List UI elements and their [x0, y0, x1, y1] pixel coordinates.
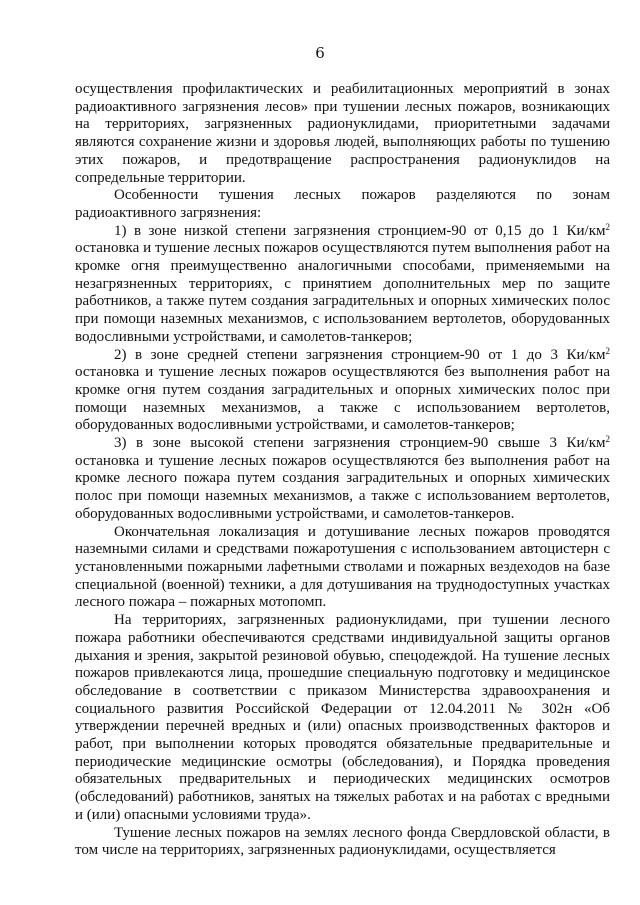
page-number: 6 [315, 44, 325, 62]
zone-medium-text-a: 2) в зоне средней степени загрязнения стронцием-90 от 1 до 3 Ки/км [114, 346, 606, 363]
superscript-2: 2 [605, 221, 610, 232]
zone-medium-text-b: остановка и тушение лесных пожаров осуществляются без выполнения работ на кромке огня путем создания заградительных и опорных химических полос при помощи наземных механизмов, а также с использованием вертолетов, оборудованных водосливными устройствами, и самолетов-танкеров; [75, 364, 610, 434]
document-body [75, 81, 610, 860]
superscript-2: 2 [605, 434, 610, 445]
zone-low-text-a: 1) в зоне низкой степени загрязнения стронцием-90 от 0,15 до 1 Ки/км [114, 222, 606, 239]
paragraph-sverdlovsk: Тушение лесных пожаров на землях лесного фонда Свердловской области, в том числе на территориях, загрязненных радионуклидами, осуществляется [75, 824, 610, 859]
paragraph-features-intro: Особенности тушения лесных пожаров разделяются по зонам радиоактивного загрязнения: [75, 187, 610, 221]
paragraph-zone-medium [75, 347, 610, 436]
superscript-2: 2 [605, 345, 610, 356]
zone-low-text-b: остановка и тушение лесных пожаров осуществляются путем выполнения работ на кромке огня преимущественно аналогичными способами, применяемыми на незагрязненных территориях, с принятием дополнительных мер по защите работников, а также путем создания заградительных и опорных химических полос при помощи наземных механизмов, с использованием вертолетов, оборудованных водосливными устройствами, и самолетов-танкеров; [75, 240, 610, 345]
paragraph-zone-high [75, 435, 610, 524]
paragraph-zone-low [75, 223, 610, 347]
zone-high-text-b: остановка и тушение лесных пожаров осуществляются без выполнения работ на кромке лесного пожара путем создания заградительных и опорных химических полос при помощи наземных механизмов, а также с использованием вертолетов, оборудованных водосливными устройствами, и самолетов-танкеров. [75, 452, 610, 522]
paragraph-worker-protection: На территориях, загрязненных радионуклидами, при тушении лесного пожара работники обеспечиваются средствами индивидуальной защиты органов дыхания и зрения, закрытой резиновой обувью, спецодеждой. На тушение лесных пожаров привлекаются лица, прошедшие специальную подготовку и медицинское обследование в соответствии с приказом Министерства здравоохранения и социального развития Российской Федерации от 12.04.2011 № 302н «Об утверждении перечней вредных и (или) опасных производственных факторов и работ, при выполнении которых проводятся обязательные предварительные и периодические медицинские осмотры (обследования), и Порядка проведения обязательных предварительных и периодических медицинских осмотров (обследований) работников, занятых на тяжелых работах и на работах с вредными и (или) опасными условиями труда». [75, 612, 610, 823]
zone-high-text-a: 3) в зоне высокой степени загрязнения стронцием-90 свыше 3 Ки/км [114, 435, 606, 452]
paragraph-localization: Окончательная локализация и дотушивание лесных пожаров проводятся наземными силами и средствами пожаротушения с использованием автоцистерн с установленными пожарными лафетными стволами и пожарных вездеходов на базе специальной (военной) техники, а для дотушивания на труднодоступных участках лесного пожара – пожарных мотопомп. [75, 523, 610, 611]
paragraph-continuation: осуществления профилактических и реабилитационных мероприятий в зонах радиоактивного загрязнения лесов» при тушении лесных пожаров, возникающих на территориях, загрязненных радионуклидами, приоритетными задачами являются сохранение жизни и здоровья людей, выполняющих работы по тушению этих пожаров, и предотвращение распространения радионуклидов на сопредельные территории. [75, 81, 610, 186]
